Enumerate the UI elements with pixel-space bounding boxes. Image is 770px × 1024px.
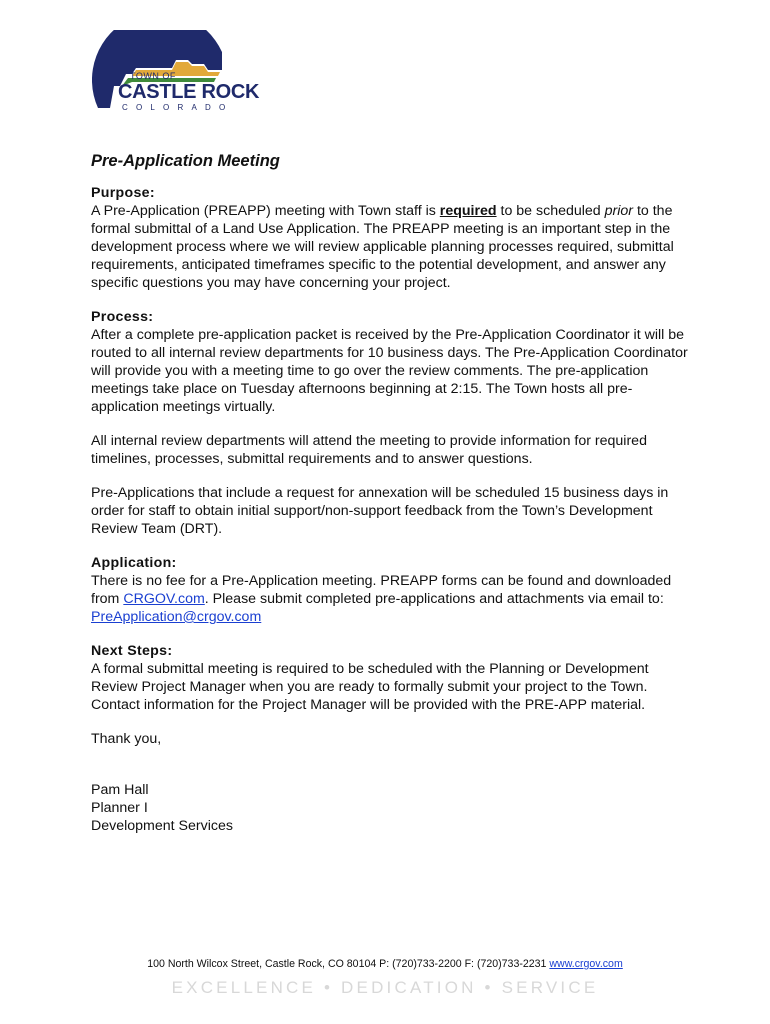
next-steps-heading: Next Steps: [91,643,173,659]
footer-address [0,958,770,970]
signature-name: Pam Hall [91,782,149,798]
page-title: Pre-Application Meeting [91,152,280,170]
logo-name-text: CASTLE ROCK [118,81,260,103]
application-heading: Application: [91,555,177,571]
purpose-text-2: to be scheduled [496,203,605,219]
footer-motto: EXCELLENCE • DEDICATION • SERVICE [171,978,599,997]
preapplication-email-link[interactable]: PreApplication@crgov.com [91,609,262,625]
purpose-paragraph [91,202,691,292]
required-emphasis: required [439,203,497,219]
signature-role: Planner I [91,800,148,816]
logo-state-text: COLORADO [122,103,234,112]
town-logo [92,30,260,116]
signature-block [91,781,691,835]
application-text-1: There is no fee for a Pre-Application meeting. PREAPP forms can be found and downloaded from [91,573,672,607]
letter-body [91,150,691,835]
application-text-2: . Please submit completed pre-applications and attachments via email to: [204,591,664,607]
process-heading: Process: [91,309,154,325]
next-steps-paragraph: A formal submittal meeting is required to be scheduled with the Planning or Development Review Project Manager when you are ready to formally submit your project to the Town. Contact information for the Project Manager will be provided with the PRE-APP material. [91,661,649,713]
process-paragraph: After a complete pre-application packet is received by the Pre-Application Coordinator it will be routed to all internal review departments for 10 business days. The Pre-Application Coordinator will provide you with a meeting time to go over the review comments. The pre-application meetings take place on Tuesday afternoons beginning at 2:15. The Town hosts all pre-application meetings virtually. [91,327,688,415]
crgov-link[interactable]: CRGOV.com [123,591,205,607]
footer-website-link[interactable]: www.crgov.com [549,958,623,970]
purpose-text-3: to the formal submittal of a Land Use Application. The PREAPP meeting is an important step in the development process where we will review applicable planning processes required, submittal requirements, anticipated timeframes specific to the potential development, and answer any specific questions you may have concerning your project. [91,203,674,291]
closing-text: Thank you, [91,731,162,747]
internal-review-paragraph: All internal review departments will attend the meeting to provide information for required timelines, processes, submittal requirements and to answer questions. [91,433,647,467]
signature-dept: Development Services [91,818,233,834]
logo-town-text: TOWN OF [130,71,176,81]
purpose-heading: Purpose: [91,185,155,201]
application-paragraph [91,572,691,626]
purpose-text-1: A Pre-Application (PREAPP) meeting with Town staff is [91,203,440,219]
footer-address-text: 100 North Wilcox Street, Castle Rock, CO 80104 P: (720)733-2200 F: (720)733-2231 [147,958,550,970]
prior-emphasis: prior [604,203,634,219]
annexation-paragraph: Pre-Applications that include a request for annexation will be scheduled 15 business days in order for staff to obtain initial support/non-support feedback from the Town’s Development Review Team (DRT). [91,485,669,537]
